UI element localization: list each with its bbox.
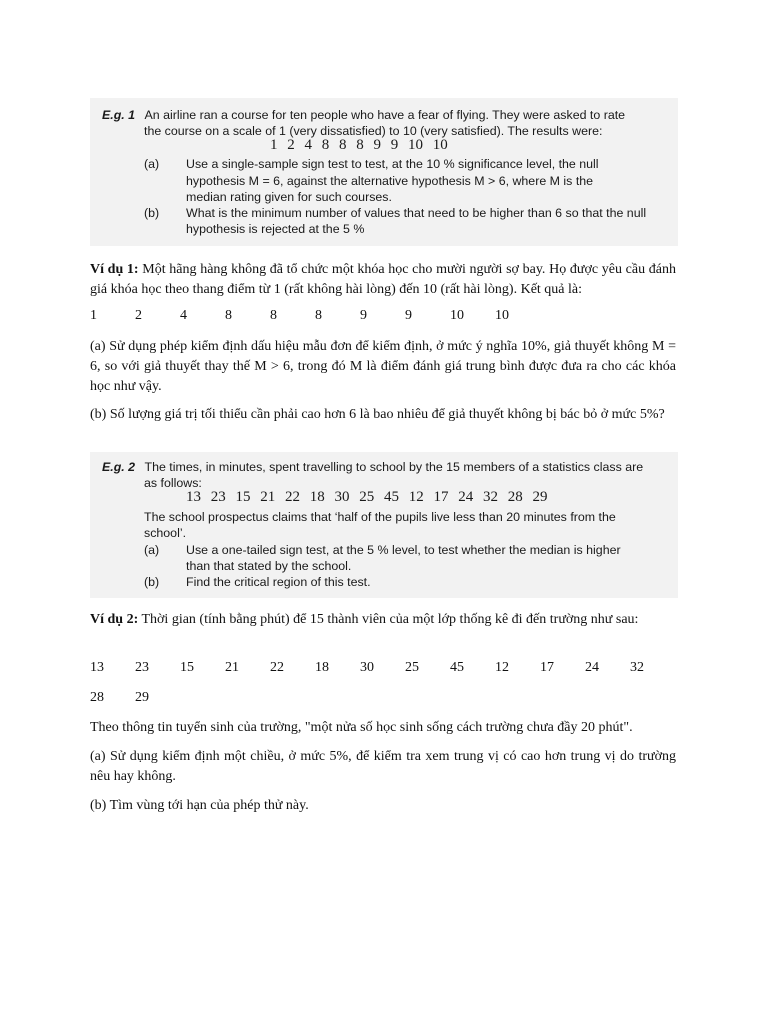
example-1-intro-line-1: E.g. 1 An airline ran a course for ten people who have a fear of flying. They were asked to rate [102, 108, 626, 122]
example-2-box [90, 452, 678, 598]
value-cell: 8 [270, 308, 277, 323]
value-cell: 2 [135, 308, 142, 323]
example-1-box [90, 98, 678, 246]
vi-du-2-part-b: (b) Tìm vùng tới hạn của phép thử này. [90, 798, 309, 813]
value-cell: 23 [135, 660, 149, 675]
value-cell: 9 [405, 308, 412, 323]
value-cell: 1 [90, 308, 97, 323]
example-2-claim-line-1: The school prospectus claims that ‘half of the pupils live less than 20 minutes from the [144, 510, 616, 524]
example-1-item-b-line-2: hypothesis is rejected at the 5 % [186, 222, 365, 236]
vi-du-2-part-a: (a) Sử dụng kiểm định một chiều, ở mức 5%, để kiểm tra xem trung vị có cao hơn trung vị do trường nêu hay không. [90, 749, 676, 784]
value-cell: 22 [270, 660, 284, 675]
example-2-item-a-letter: (a) [144, 543, 160, 557]
example-1-item-b-line-1: What is the minimum number of values that need to be higher than 6 so that the null [186, 206, 647, 220]
example-1-item-a-line-3: median rating given for such courses. [186, 190, 392, 204]
vi-du-1-part-a: (a) Sử dụng phép kiểm định dấu hiệu mẫu đơn để kiểm định, ở mức ý nghĩa 10%, giả thuyết không M = 6, so với giả thuyết thay thế M > 6, trong đó M là điểm đánh giá trung bình được đưa ra cho các khóa học như vậy. [90, 339, 676, 394]
value-cell: 25 [405, 660, 419, 675]
value-cell: 13 [90, 660, 104, 675]
example-2-item-a-line-2: than that stated by the school. [186, 559, 352, 573]
value-cell: 10 [450, 308, 464, 323]
example-1-item-a-line-1: Use a single-sample sign test to test, at the 10 % significance level, the null [186, 157, 599, 171]
value-cell: 10 [495, 308, 509, 323]
vi-du-2-claim: Theo thông tin tuyển sinh của trường, "một nửa số học sinh sống cách trường chưa đầy 20 phút". [90, 720, 633, 735]
example-2-item-b-line-1: Find the critical region of this test. [186, 575, 371, 589]
example-1-item-b-letter: (b) [144, 206, 160, 220]
vi-du-1-label: Ví dụ 1: [90, 262, 139, 277]
example-2-claim-line-2: school’. [144, 526, 187, 540]
value-cell: 29 [135, 690, 149, 705]
example-1-item-a-letter: (a) [144, 157, 160, 171]
vi-du-2-values-row-2 [90, 690, 690, 710]
example-1-intro-line-2: the course on a scale of 1 (very dissatisfied) to 10 (very satisfied). The results were: [144, 124, 603, 138]
value-cell: 17 [540, 660, 554, 675]
vi-du-1-intro: Ví dụ 1: Một hãng hàng không đã tổ chức một khóa học cho mười người sợ bay. Họ được yêu cầu đánh giá khóa học theo thang điểm từ 1 (rất không hài lòng) đến 10 (rất hài lòng). Kết quả là: [90, 262, 677, 297]
value-cell: 8 [225, 308, 232, 323]
example-1-data: 1 2 4 8 8 8 9 9 10 10 [270, 137, 448, 153]
vi-du-2-values-row-1 [90, 660, 690, 680]
vi-du-2-label: Ví dụ 2: [90, 612, 139, 627]
example-2-label: E.g. 2 [102, 460, 136, 474]
example-2-item-a-line-1: Use a one-tailed sign test, at the 5 % level, to test whether the median is higher [186, 543, 621, 557]
vi-du-2-intro: Ví dụ 2: Thời gian (tính bằng phút) để 15 thành viên của một lớp thống kê đi đến trường như sau: [90, 612, 639, 627]
value-cell: 4 [180, 308, 187, 323]
vi-du-1-values [90, 308, 690, 328]
value-cell: 45 [450, 660, 464, 675]
value-cell: 15 [180, 660, 194, 675]
value-cell: 24 [585, 660, 599, 675]
value-cell: 28 [90, 690, 104, 705]
value-cell: 12 [495, 660, 509, 675]
value-cell: 8 [315, 308, 322, 323]
example-2-item-b-letter: (b) [144, 575, 160, 589]
example-1-label: E.g. 1 [102, 108, 136, 122]
value-cell: 9 [360, 308, 367, 323]
value-cell: 21 [225, 660, 239, 675]
value-cell: 18 [315, 660, 329, 675]
example-1-item-a-line-2: hypothesis M = 6, against the alternative hypothesis M > 6, where M is the [186, 174, 594, 188]
value-cell: 32 [630, 660, 644, 675]
example-2-intro-line-2: as follows: [144, 476, 202, 490]
vi-du-1-part-b: (b) Số lượng giá trị tối thiểu cần phải cao hơn 6 là bao nhiêu để giả thuyết không bị bác bỏ ở mức 5%? [90, 407, 665, 422]
value-cell: 30 [360, 660, 374, 675]
example-2-intro-line-1: E.g. 2 The times, in minutes, spent travelling to school by the 15 members of a statistics class are [102, 460, 644, 474]
example-2-data: 13 23 15 21 22 18 30 25 45 12 17 24 32 28 29 [186, 489, 548, 505]
